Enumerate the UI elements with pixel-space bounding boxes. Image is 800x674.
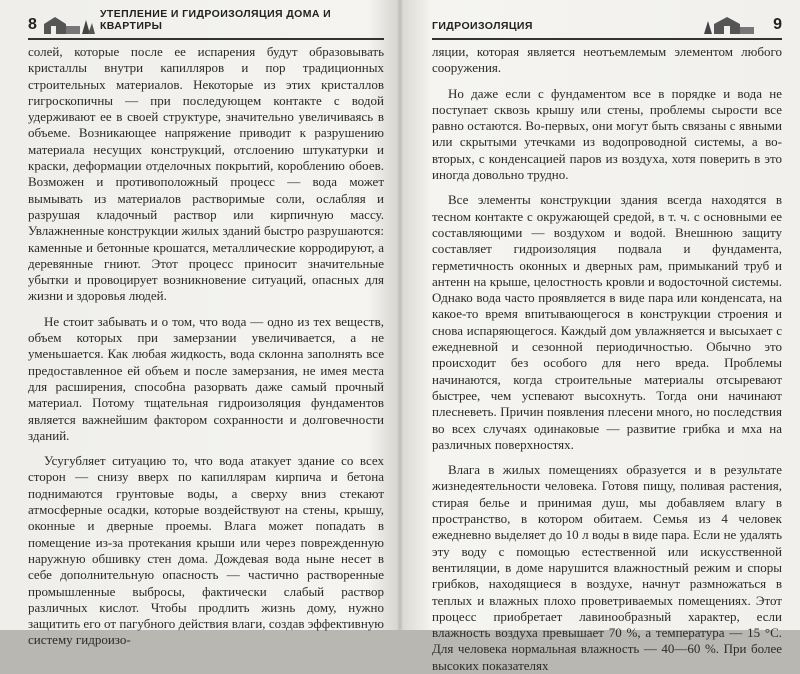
- left-body-text: [28, 44, 384, 649]
- paragraph: Но даже если с фундаментом все в порядке и вода не поступает сквозь крышу или стены, проблемы сырости все равно остаются. Во-первых, они могут быть связаны с явными или скрытыми утечками из водопроводной системы, а во-вторых, с конденсацией паров из воздуха, хотя поверить в это иногда довольно трудно.: [432, 85, 782, 183]
- paragraph: ляции, которая является неотъемлемым элементом любого сооружения.: [432, 44, 782, 76]
- left-running-title: УТЕПЛЕНИЕ И ГИДРОИЗОЛЯЦИЯ ДОМА И КВАРТИРЫ: [100, 8, 332, 32]
- house-icon: [42, 15, 96, 35]
- right-page: [404, 0, 800, 673]
- paragraph: солей, которые после ее испарения будут образовывать кристаллы внутри капилляров и пор традиционных строительных материалов. Некоторые из этих кристаллов гигроскопичны — при последующем контакте с водой удерживают ее в своей структуре, значительно увеличиваясь в объеме. Возникающее напряжение приводит к разрушению материала несущих конструкций, отслоению штукатурки и краски, деформации отделочных покрытий, короблению обоев. Возможен и противоположный процесс — вода может вымывать из материалов растворимые соли, ослабляя и разрушая кладочный раствор или кирпичную массу. Увлажненные конструкции жилых зданий быстро разрушаются: каменные и бетонные крошатся, металлические корродируют, а деревянные гниют. Этот процесс приносит значительные убытки и провоцирует возникновение ситуаций, опасных для жизни и здоровья людей.: [28, 44, 384, 304]
- right-body-text: [432, 44, 782, 674]
- left-page: [0, 0, 398, 648]
- left-page-header: [28, 0, 384, 40]
- left-page-number: 8: [28, 16, 37, 33]
- right-page-header: [432, 0, 782, 40]
- house-icon: [702, 15, 756, 35]
- right-page-number: 9: [773, 16, 782, 33]
- paragraph: Все элементы конструкции здания всегда находятся в тесном контакте с окружающей средой, в т. ч. с основными ее составляющими — воздухом и водой. Внешнюю защиту составляет гидроизоляция подвала и фундамента, герметичность оконных и дверных рам, примыканий труб и антенн на крыше, целостность кровли и водосточной системы. Однако вода часто проявляется в виде пара или конденсата, на какое-то время впитывающегося в конструкции строения и снова испаряющегося. Каждый дом увлажняется и высыхает с ежедневной и сезонной периодичностью. Обычно это происходит без особого для него вреда. Проблемы начинаются, когда строительные материалы отсыревают быстрее, чем успевают высохнуть. Тогда они начинают плесневеть. Причин появления плесени много, но последствия во всех случаях одинаковые — развитие грибка и мха на различных поверхностях.: [432, 192, 782, 452]
- paragraph: Не стоит забывать и о том, что вода — одно из тех веществ, объем которых при замерзании увеличивается, а не уменьшается. Как любая жидкость, вода склонна заполнять все предоставленное ей объем и после замерзания, не имея места для расширения, способна разорвать даже самый прочный материал. Потому тщательная гидроизоляция фундаментов является важнейшим фактором сохранности и долговечности зданий.: [28, 313, 384, 443]
- right-running-title: ГИДРОИЗОЛЯЦИЯ: [432, 20, 533, 32]
- paragraph: Усугубляет ситуацию то, что вода атакует здание со всех сторон — снизу вверх по капиллярам кирпича и бетона поднимаются грунтовые воды, а сверху вниз стекают атмосферные осадки, которые воздействуют на стены, крышу, оконные и дверные проемы. Влага может попадать в помещение из-за протекания крыши или через поврежденную наружную обшивку стен дома. Дождевая вода ныне несет в себе дополнительную опасность — частично растворенные промышленные выбросы, фактически слабый раствор различных кислот. Чтобы продлить жизнь дому, нужно защитить его от пагубного действия влаги, создав эффективную систему гидроизо-: [28, 453, 384, 648]
- paragraph: Влага в жилых помещениях образуется и в результате жизнедеятельности человека. Готовя пищу, поливая растения, стирая белье и принимая душ, мы добавляем влагу в пространство, в котором обитаем. Семья из 4 человек ежедневно выделяет до 10 л воды в виде пара. Если не удалять эту воду с помощью естественной или искусственной вентиляции, в доме нарушится влажностный режим и споры грибков, находящиеся в воздухе, начнут размножаться в теплых и влажных плохо проветриваемых помещениях. Этот процесс приобретает лавинообразный характер, если влажность воздуха превышает 70 %, а температура — 15 °С. Для человека нормальная влажность — 40—60 %. При более высоких показателях: [432, 462, 782, 673]
